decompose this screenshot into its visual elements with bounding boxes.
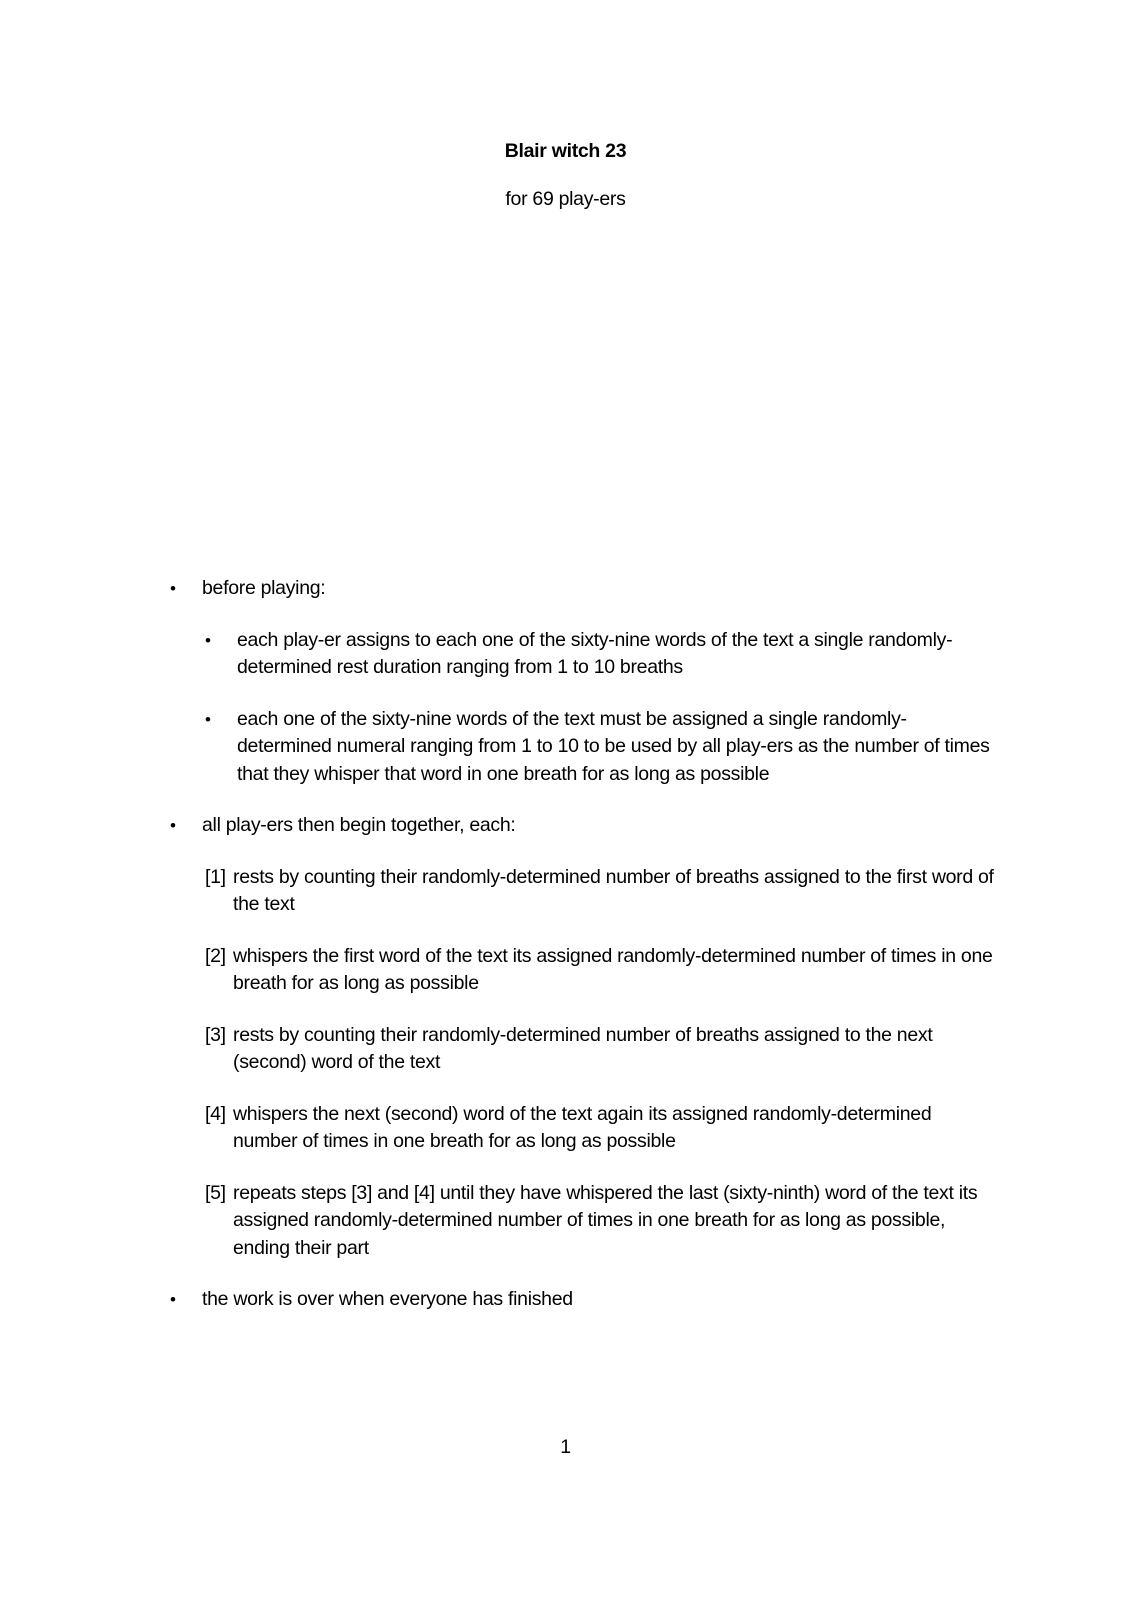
bullet-icon: • xyxy=(170,1290,176,1309)
list-item-text: each one of the sixty-nine words of the text must be assigned a single randomly-determined numeral ranging from 1 to 10 to be used by all play-ers as the number of times that they whisper that word in one breath for as long as possible xyxy=(237,707,990,785)
bullet-icon: • xyxy=(170,816,176,835)
step-item-5 xyxy=(137,1180,994,1263)
vertical-spacer xyxy=(137,237,994,575)
step-marker: [5] xyxy=(205,1181,226,1204)
step-marker: [1] xyxy=(205,865,226,888)
list-item-before-playing xyxy=(137,575,994,603)
step-text: whispers the first word of the text its assigned randomly-determined number of times in one breath for as long as possible xyxy=(233,944,993,994)
list-item-begin-together xyxy=(137,812,994,840)
step-marker: [2] xyxy=(205,944,226,967)
step-item-3 xyxy=(137,1022,994,1077)
document-subtitle: for 69 play-ers xyxy=(505,187,626,210)
list-item-assign-rests xyxy=(137,627,994,682)
step-text: rests by counting their randomly-determined number of breaths assigned to the next (second) word of the text xyxy=(233,1023,933,1073)
page-number: 1 xyxy=(560,1436,571,1458)
list-item-text: all play-ers then begin together, each: xyxy=(202,814,516,836)
list-item-assign-numerals xyxy=(137,706,994,789)
list-item-end-note xyxy=(137,1286,994,1314)
bullet-icon: • xyxy=(205,630,211,650)
bullet-icon: • xyxy=(170,579,176,598)
bullet-icon: • xyxy=(205,709,211,729)
step-item-4 xyxy=(137,1101,994,1156)
document-title: Blair witch 23 xyxy=(504,140,627,162)
list-item-text: each play-er assigns to each one of the sixty-nine words of the text a single randomly-determined rest duration ranging from 1 to 10 breaths xyxy=(237,628,953,678)
list-item-text: before playing: xyxy=(202,577,326,599)
step-item-1 xyxy=(137,864,994,919)
step-text: repeats steps [3] and [4] until they have whispered the last (sixty-ninth) word of the text its assigned randomly-determined number of times in one breath for as long as possible, ending their part xyxy=(233,1181,978,1259)
step-marker: [4] xyxy=(205,1102,226,1125)
list-item-text: the work is over when everyone has finished xyxy=(202,1288,573,1310)
step-text: whispers the next (second) word of the text again its assigned randomly-determined number of times in one breath for as long as possible xyxy=(233,1102,932,1152)
step-text: rests by counting their randomly-determined number of breaths assigned to the first word of the text xyxy=(233,865,994,915)
step-marker: [3] xyxy=(205,1023,226,1046)
step-item-2 xyxy=(137,943,994,998)
